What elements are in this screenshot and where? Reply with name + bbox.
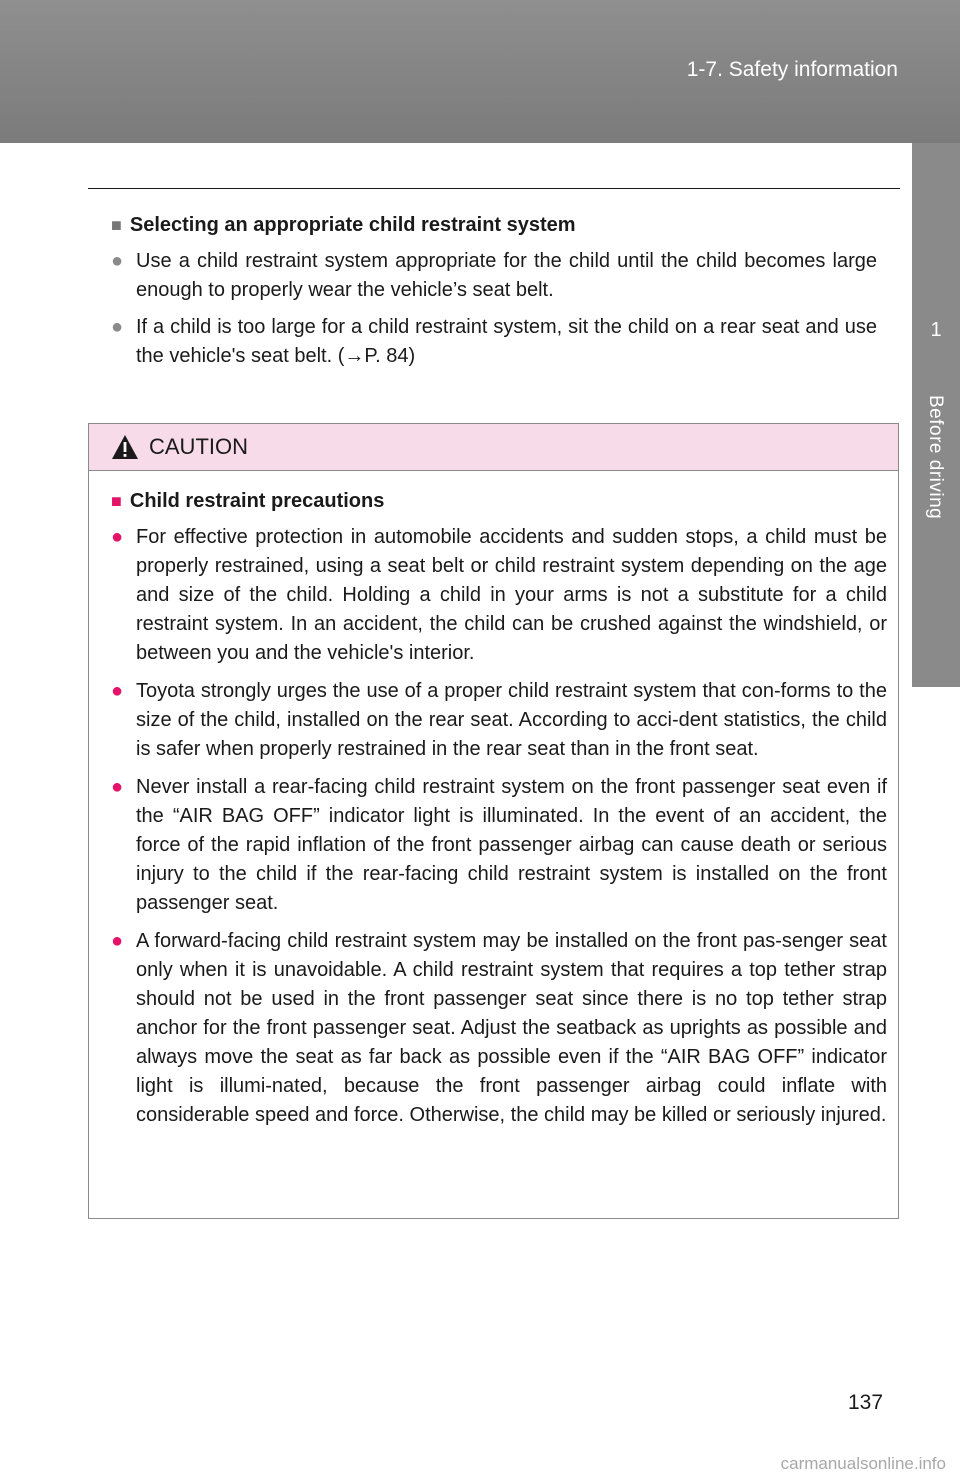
caution-heading [111,490,887,513]
header-band [0,0,960,143]
intro-heading [111,214,877,237]
warning-triangle-icon [111,434,139,460]
circle-bullet-icon: ● [111,250,124,272]
circle-bullet-icon: ● [111,776,124,798]
intro-section [111,214,877,379]
section-title: 1-7. Safety information [686,58,898,81]
top-divider [88,188,900,189]
intro-bullet-text: Use a child restraint system appropriate for the child until the child becomes large enough to properly wear the vehicle’s seat belt. [136,250,877,301]
caution-bullet [111,523,887,668]
caution-heading-text: Child restraint precautions [129,490,385,512]
caution-box [88,423,899,1219]
caution-label: CAUTION [149,434,248,459]
circle-bullet-icon: ● [111,526,124,548]
intro-bullet [111,247,877,305]
circle-bullet-icon: ● [111,930,124,952]
side-tab-upper [912,143,960,381]
caution-bullet-text: Toyota strongly urges the use of a proper child restraint system that con-forms to the size of the child, installed on the rear seat. According to acci-dent statistics, the child is safer when properly restrained in the rear seat than in the front seat. [136,680,887,760]
chapter-side-tab [912,143,960,1484]
circle-bullet-icon: ● [111,316,124,338]
chapter-name: Before driving [925,395,946,520]
square-bullet-icon: ■ [111,491,122,511]
circle-bullet-icon: ● [111,680,124,702]
caution-bullet [111,677,887,764]
chapter-number: 1 [930,319,942,341]
caution-bullet [111,773,887,918]
intro-bullet-text: If a child is too large for a child restraint system, sit the child on a rear seat and use the vehicle's seat belt. (→P. 84) [136,316,877,367]
caution-body [111,490,887,1139]
square-bullet-icon: ■ [111,215,122,235]
caution-bullet-text: For effective protection in automobile accidents and sudden stops, a child must be properly restrained, using a seat belt or child restraint system depending on the age and size of the child. Holding a child in your arms is not a substitute for a child restraint system. In an accident, the child can be crushed against the windshield, or between you and the vehicle's interior. [136,526,887,664]
page-number: 137 [848,1391,884,1414]
intro-heading-text: Selecting an appropriate child restraint system [129,214,576,236]
caution-bullet-text: Never install a rear-facing child restraint system on the front passenger seat even if the “AIR BAG OFF” indicator light is illuminated. In the event of an accident, the force of the rapid inflation of the front passenger airbag can cause death or serious injury to the child if the rear-facing child restraint system is installed on the front passenger seat. [136,776,887,914]
caution-header [89,424,898,471]
intro-bullet [111,313,877,371]
caution-bullet-text: A forward-facing child restraint system may be installed on the front pas-senger seat only when it is unavoidable. A child restraint system that requires a top tether strap should not be used in the front passenger seat since there is no top tether strap anchor for the front passenger seat. Adjust the seatback as uprights as possible and always move the seat as far back as possible even if the “AIR BAG OFF” indicator light is illumi-nated, because the front passenger airbag could inflate with considerable speed and force. Otherwise, the child may be killed or seriously injured. [136,930,887,1126]
watermark: carmanualsonline.info [780,1454,946,1473]
caution-bullet [111,927,887,1130]
